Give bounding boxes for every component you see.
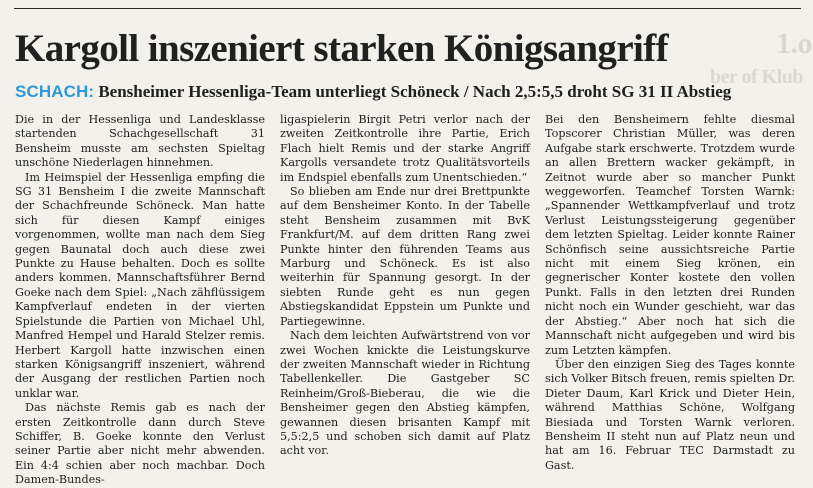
top-rule [14,8,801,9]
article-subheadline [15,82,800,102]
show-through-text-subtitle: ber of Klub [709,66,803,88]
article-paragraph: So blieben am Ende nur drei Brettpunkte auf dem Bensheimer Konto. In der Tabelle steht Bensheim zusammen mit BvK Frankfurt/M. auf dem dritten Rang zwei Punkte hinter den führenden Teams aus Marburg und Schöneck. Es ist also weiterhin für Spannung gesorgt. In der siebten Runde geht es nun gegen Abstiegskandidat Eppstein um Punkte und Partiegewinne. [280,185,530,328]
article-column-2 [280,113,530,458]
article-headline: Kargoll inszeniert starken Königsangriff [15,27,669,70]
article-paragraph: Nach dem leichten Aufwärtstrend von vor zwei Wochen knickte die Leistungskurve der zweiten Mannschaft wieder in Richtung Tabellenkeller. Die Gastgeber SC Reinheim/Groß-Bieberau, die wie die Bensheimer gegen den Abstieg kämpfen, gewannen diesen brisanten Kampf mit 5,5:2,5 und schoben sich damit auf Platz acht vor. [280,329,530,458]
show-through-text-title: 1.o [776,27,812,60]
article-paragraph: Das nächste Remis gab es nach der ersten Zeitkontrolle dann durch Steve Schiffer, B. Goeke konnte den Verlust seiner Partie aber nicht mehr abwenden. Ein 4:4 schien aber noch machbar. Doch Damen-Bundes- [15,401,265,487]
article-paragraph: Die in der Hessenliga und Landesklasse startenden Schachgesellschaft 31 Bensheim musste am sechsten Spieltag unschöne Niederlagen hinnehmen. [15,113,265,170]
subheadline-text: Bensheimer Hessenliga-Team unterliegt Schöneck / Nach 2,5:5,5 droht SG 31 II Abstieg [98,82,732,101]
article-paragraph: Bei den Bensheimern fehlte diesmal Topscorer Christian Müller, was deren Aufgabe stark erschwerte. Trotzdem wurde an allen Brettern wacker gekämpft, in Zeitnot wurde aber so mancher Punkt weggeworfen. Teamchef Torsten Warnk: „Spannender Wettkampfverlauf und trotz Verlust Leistungssteigerung gegenüber dem letzten Spieltag. Leider konnte Rainer Schönfisch seine aussichtsreiche Partie nicht mit einem Sieg krönen, ein gegnerischer Konter kostete den vollen Punkt. Falls in den letzten drei Runden nicht noch ein Wunder geschieht, war das der Abstieg.“ Aber noch hat sich die Mannschaft nicht aufgegeben und wird bis zum Letzten kämpfen. [545,113,795,357]
article-paragraph: Über den einzigen Sieg des Tages konnte sich Volker Bitsch freuen, remis spielten Dr. Dieter Daum, Karl Krick und Dieter Hein, während Matthias Schöne, Wolfgang Biesiada und Torsten Warnk verloren. Bensheim II steht nun auf Platz neun und hat am 16. Februar TEC Darmstadt zu Gast. [545,357,795,472]
article-column-1 [15,113,265,487]
article-paragraph: ligaspielerin Birgit Petri verlor nach der zweiten Zeitkontrolle ihre Partie, Erich Flach hielt Remis und der starke Angriff Kargolls versandete trotz Qualitätsvorteils im Endspiel ebenfalls zum Unentschieden.“ [280,113,530,184]
article-paragraph: Im Heimspiel der Hessenliga empfing die SG 31 Bensheim I die zweite Mannschaft der Schachfreunde Schöneck. Man hatte sich für diesen Kampf einiges vorgenommen, wollte man nach dem Sieg gegen Baunatal doch auch diese zwei Punkte zu Hause behalten. Doch es sollte anders kommen. Mannschaftsführer Bernd Goeke nach dem Spiel: „Nach zähflüssigem Kampfverlauf endeten in der vierten Spielstunde die Partien von Michael Uhl, Manfred Hempel und Harald Stelzer remis. Herbert Kargoll hatte inzwischen einen starken Königsangriff inszeniert, während der Ausgang der restlichen Partien noch unklar war. [15,170,265,400]
article-columns [15,113,795,487]
article-column-3 [545,113,795,472]
section-kicker: SCHACH: [15,82,95,101]
